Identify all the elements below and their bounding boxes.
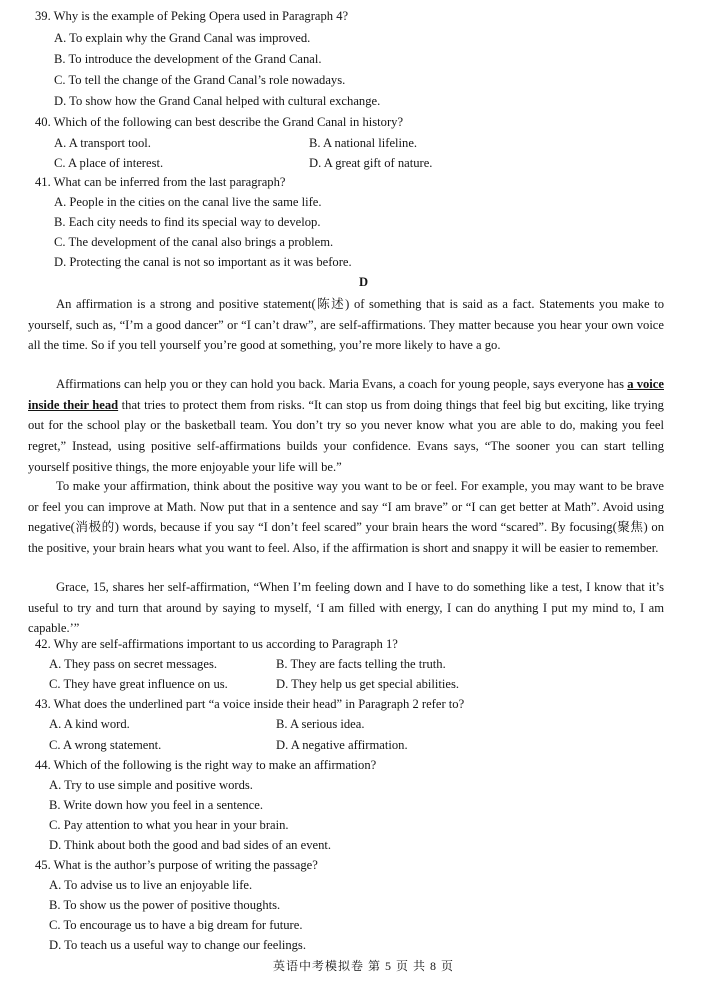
q45-option-c: C. To encourage us to have a big dream for future. — [49, 918, 303, 932]
page-footer: 英语中考模拟卷 第 5 页 共 8 页 — [272, 959, 454, 973]
question-45-stem: 45. What is the author’s purpose of writing the passage? — [35, 858, 318, 872]
paragraph-1-text: An affirmation is a strong and positive statement(陈述) of something that is said as a fact. Statements you make to yourself, such as, “I’m a good dancer” or “I can’t draw”, are self-affirmations. They matter because you hear your own voice all the time. So if you tell yourself you’re good at something, you’re more likely to have a go. — [28, 297, 664, 353]
passage-paragraph-3 — [28, 476, 664, 559]
q44-option-a: A. Try to use simple and positive words. — [49, 778, 253, 792]
paragraph-3-text: To make your affirmation, think about the positive way you want to be or feel. For example, you may want to be brave or feel you can improve at Math. Now put that in a sentence and say “I am brave” or “I can get better at Math”. Avoid using negative(消极的) words, because if you say “I don’t feel scared” your brain hears the word “scared”. By focusing(聚焦) on the positive, your brain hears what you want to feel. Also, if the affirmation is short and snappy it will be easier to remember. — [28, 479, 664, 556]
q43-option-b: B. A serious idea. — [276, 717, 365, 731]
q39-option-c: C. To tell the change of the Grand Canal’s role nowadays. — [54, 73, 346, 87]
question-43-stem: 43. What does the underlined part “a voice inside their head” in Paragraph 2 refer to? — [35, 697, 465, 711]
q43-option-a: A. A kind word. — [49, 717, 130, 731]
q44-option-c: C. Pay attention to what you hear in your brain. — [49, 818, 289, 832]
passage-paragraph-2 — [28, 374, 664, 478]
passage-paragraph-1 — [28, 294, 664, 356]
q43-option-d: D. A negative affirmation. — [276, 738, 408, 752]
q40-option-c: C. A place of interest. — [54, 156, 164, 170]
q39-option-d: D. To show how the Grand Canal helped with cultural exchange. — [54, 94, 381, 108]
question-40-stem: 40. Which of the following can best describe the Grand Canal in history? — [35, 115, 404, 129]
q41-option-c: C. The development of the canal also brings a problem. — [54, 235, 334, 249]
question-39-stem: 39. Why is the example of Peking Opera used in Paragraph 4? — [35, 9, 349, 23]
question-42-stem: 42. Why are self-affirmations important to us according to Paragraph 1? — [35, 637, 398, 651]
q39-option-a: A. To explain why the Grand Canal was improved. — [54, 31, 311, 45]
q41-option-a: A. People in the cities on the canal live the same life. — [54, 195, 322, 209]
q42-option-b: B. They are facts telling the truth. — [276, 657, 446, 671]
q45-option-d: D. To teach us a useful way to change our feelings. — [49, 938, 306, 952]
q41-option-d: D. Protecting the canal is not so important as it was before. — [54, 255, 352, 269]
passage-paragraph-4 — [28, 577, 664, 639]
paragraph-2-text-end: that tries to protect them from risks. “It can stop us from doing things that feel big but exciting, like trying out for the school play or the basketball team. You don’t try so you never know what you are able to do, making you feel regret,” Instead, using positive self-affirmations builds your confidence. Evans says, “The sooner you can start telling yourself positive things, the more enjoyable your life will be.” — [28, 397, 664, 474]
q45-option-b: B. To show us the power of positive thoughts. — [49, 898, 281, 912]
q42-option-d: D. They help us get special abilities. — [276, 677, 460, 691]
q40-option-b: B. A national lifeline. — [309, 136, 418, 150]
q40-option-d: D. A great gift of nature. — [309, 156, 433, 170]
section-heading: D — [358, 275, 369, 289]
q41-option-b: B. Each city needs to find its special way to develop. — [54, 215, 321, 229]
question-41-stem: 41. What can be inferred from the last paragraph? — [35, 175, 286, 189]
q44-option-d: D. Think about both the good and bad sides of an event. — [49, 838, 332, 852]
q40-option-a: A. A transport tool. — [54, 136, 151, 150]
paragraph-4-text: Grace, 15, shares her self-affirmation, “When I’m feeling down and I have to do something like a test, I know that it’s useful to try and turn that around by saying to myself, ‘I am filled with energy, I can do anything I put my mind to, I am capable.’” — [28, 580, 664, 636]
q44-option-b: B. Write down how you feel in a sentence. — [49, 798, 263, 812]
q45-option-a: A. To advise us to live an enjoyable life. — [49, 878, 253, 892]
question-44-stem: 44. Which of the following is the right way to make an affirmation? — [35, 758, 377, 772]
q43-option-c: C. A wrong statement. — [49, 738, 162, 752]
paragraph-2-text-start: Affirmations can help you or they can hold you back. Maria Evans, a coach for young people, says everyone has — [56, 377, 625, 391]
q42-option-a: A. They pass on secret messages. — [49, 657, 217, 671]
q39-option-b: B. To introduce the development of the Grand Canal. — [54, 52, 322, 66]
q42-option-c: C. They have great influence on us. — [49, 677, 228, 691]
underlined-phrase: a voice inside their head — [28, 377, 664, 412]
